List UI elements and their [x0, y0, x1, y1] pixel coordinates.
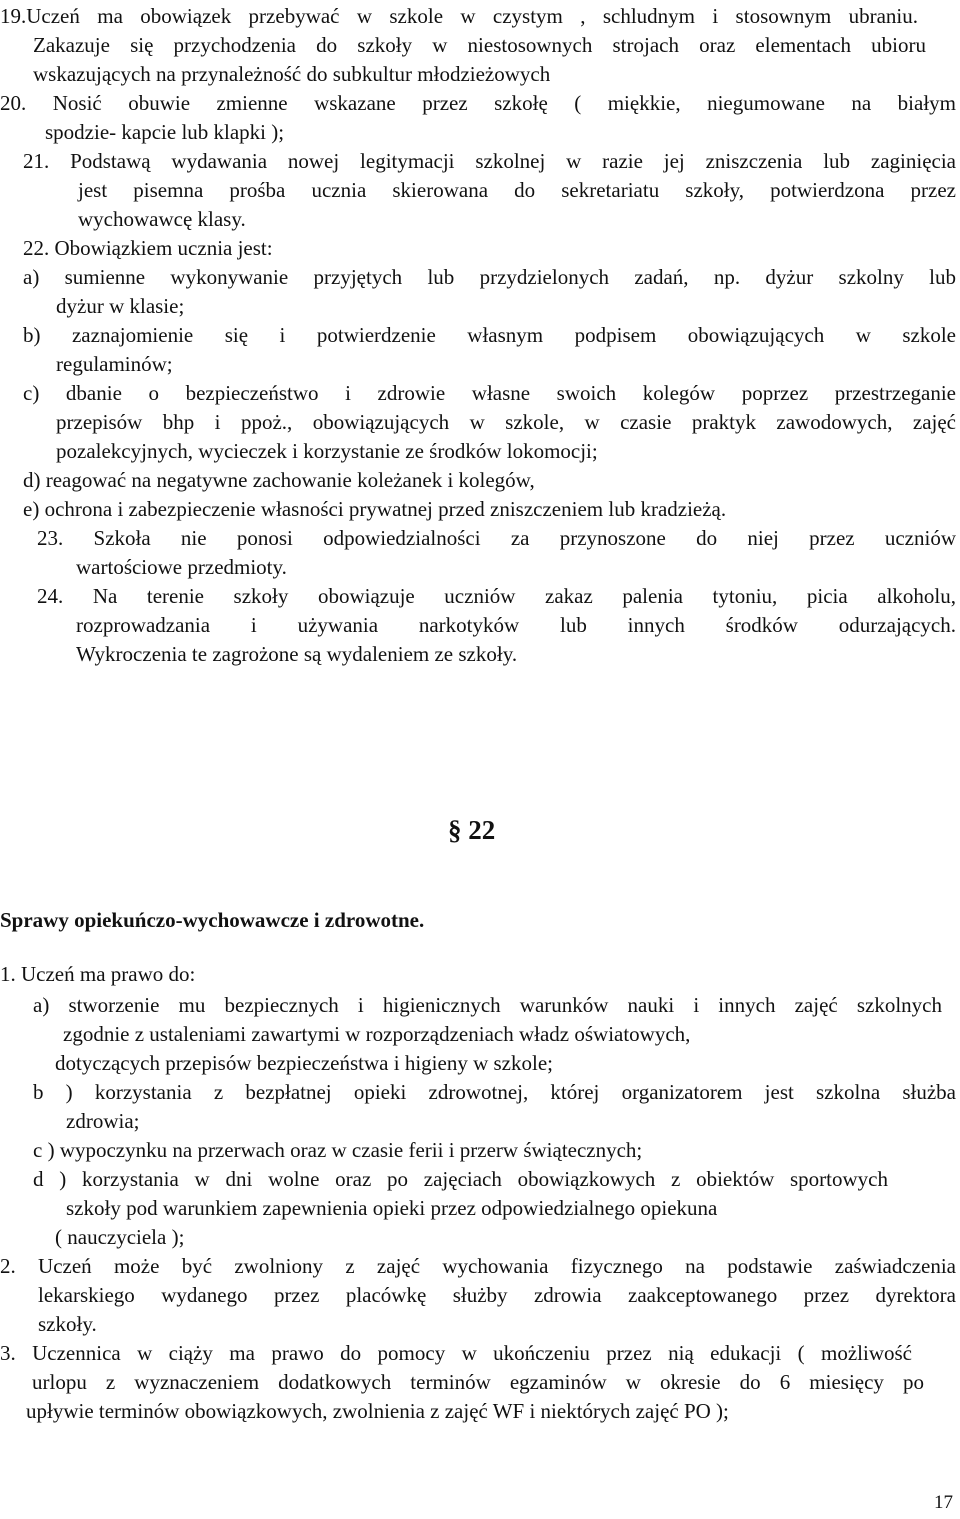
item-22a-line-2: dyżur w klasie; [56, 294, 185, 318]
right-1-heading: 1. Uczeń ma prawo do: [0, 962, 196, 986]
section-mark: § 22 [448, 815, 496, 845]
item-22d-line: d) reagować na negatywne zachowanie koleżanek i kolegów, [23, 468, 535, 492]
item-20-line-2: spodzie- kapcie lub klapki ); [45, 120, 285, 144]
item-21-line-1: 21. Podstawą wydawania nowej legitymacji szkolnej w razie jej zniszczenia lub zaginięcia [23, 149, 956, 173]
item-22a-line-1: a) sumienne wykonywanie przyjętych lub przydzielonych zadań, np. dyżur szkolny lub [23, 265, 956, 289]
item-22b-line-1: b) zaznajomienie się i potwierdzenie własnym podpisem obowiązujących w szkole [23, 323, 956, 347]
right-1b-line-1: b ) korzystania z bezpłatnej opieki zdrowotnej, której organizatorem jest szkolna służba [33, 1080, 956, 1104]
right-1c-line: c ) wypoczynku na przerwach oraz w czasie ferii i przerw świątecznych; [33, 1138, 643, 1162]
right-1a-line-2: zgodnie z ustaleniami zawartymi w rozporządzeniach władz oświatowych, [63, 1022, 691, 1046]
right-2-line-1: 2. Uczeń może być zwolniony z zajęć wychowania fizycznego na podstawie zaświadczenia [0, 1254, 956, 1278]
page-number: 17 [934, 1492, 953, 1513]
item-22b-line-2: regulaminów; [56, 352, 173, 376]
item-22-heading: 22. Obowiązkiem ucznia jest: [23, 236, 273, 260]
item-21-line-2: jest pisemna prośba ucznia skierowana do sekretariatu szkoły, potwierdzona przez [78, 178, 956, 202]
right-2-line-3: szkoły. [38, 1312, 97, 1336]
item-20-line-1: 20. Nosić obuwie zmienne wskazane przez szkołę ( miękkie, niegumowane na białym [0, 91, 956, 115]
right-1b-line-2: zdrowia; [66, 1109, 140, 1133]
right-3-line-1: 3. Uczennica w ciąży ma prawo do pomocy w ukończeniu przez nią edukacji ( możliwość [0, 1341, 912, 1365]
right-3-line-3: upływie terminów obowiązkowych, zwolnienia z zajęć WF i niektórych zajęć PO ); [26, 1399, 729, 1423]
item-23-line-2: wartościowe przedmioty. [76, 555, 287, 579]
item-22c-line-2: przepisów bhp i ppoż., obowiązujących w szkole, w czasie praktyk zawodowych, zajęć [56, 410, 956, 434]
item-22e-line: e) ochrona i zabezpieczenie własności prywatnej przed zniszczeniem lub kradzieżą. [23, 497, 727, 521]
right-1a-line-1: a) stworzenie mu bezpiecznych i higienicznych warunków nauki i innych zajęć szkolnych [33, 993, 942, 1017]
item-24-line-3: Wykroczenia te zagrożone są wydaleniem ze szkoły. [76, 642, 518, 666]
item-21-line-3: wychowawcę klasy. [78, 207, 246, 231]
right-1a-line-3: dotyczących przepisów bezpieczeństwa i higieny w szkole; [55, 1051, 553, 1075]
right-1d-line-2: szkoły pod warunkiem zapewnienia opieki przez odpowiedzialnego opiekuna [66, 1196, 718, 1220]
item-19-line-1: 19.Uczeń ma obowiązek przebywać w szkole w czystym , schludnym i stosownym ubraniu. [0, 4, 918, 28]
item-22c-line-3: pozalekcyjnych, wycieczek i korzystanie ze środków lokomocji; [56, 439, 598, 463]
item-24-line-1: 24. Na terenie szkoły obowiązuje uczniów zakaz palenia tytoniu, picia alkoholu, [37, 584, 956, 608]
item-19-line-3: wskazujących na przynależność do subkultur młodzieżowych [33, 62, 551, 86]
right-1d-line-1: d ) korzystania w dni wolne oraz po zajęciach obowiązkowych z obiektów sportowych [33, 1167, 888, 1191]
item-23-line-1: 23. Szkoła nie ponosi odpowiedzialności za przynoszone do niej przez uczniów [37, 526, 956, 550]
item-22c-line-1: c) dbanie o bezpieczeństwo i zdrowie własne swoich kolegów poprzez przestrzeganie [23, 381, 956, 405]
item-24-line-2: rozprowadzania i używania narkotyków lub innych środków odurzających. [76, 613, 956, 637]
right-2-line-2: lekarskiego wydanego przez placówkę służby zdrowia zaakceptowanego przez dyrektora [38, 1283, 956, 1307]
right-3-line-2: urlopu z wyznaczeniem dodatkowych terminów egzaminów w okresie do 6 miesięcy po [32, 1370, 924, 1394]
right-1d-line-3: ( nauczyciela ); [55, 1225, 185, 1249]
section-title: Sprawy opiekuńczo-wychowawcze i zdrowotne. [0, 908, 425, 932]
item-19-line-2: Zakazuje się przychodzenia do szkoły w niestosownych strojach oraz elementach ubioru [33, 33, 926, 57]
